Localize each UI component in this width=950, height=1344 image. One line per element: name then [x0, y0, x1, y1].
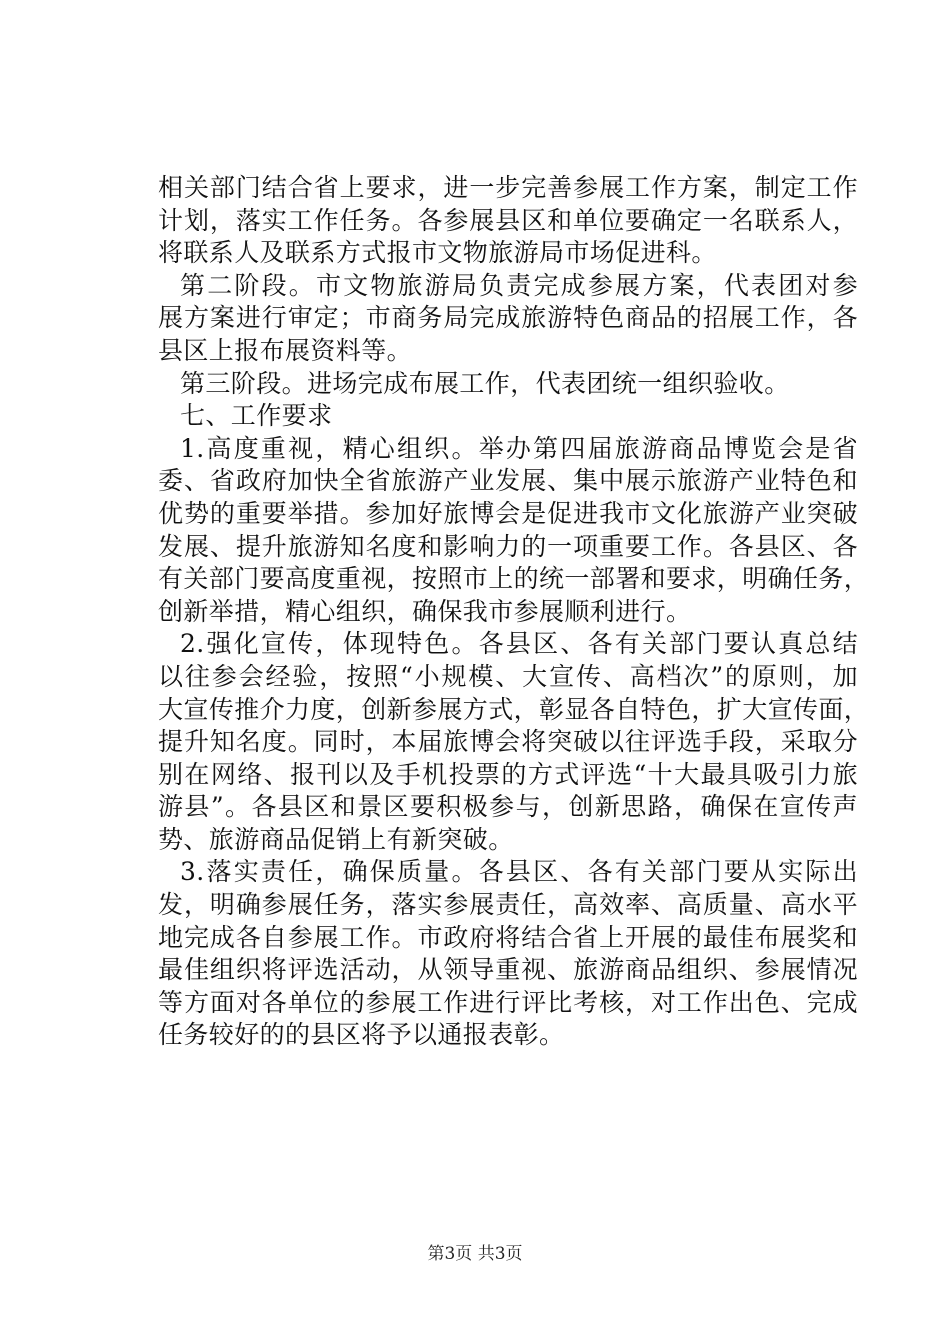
section-heading: 七、工作要求: [180, 401, 333, 431]
text-line: 以往参会经验，按照“小规模、大宣传、高档次”的原则，加: [158, 661, 858, 691]
text-line: 有关部门要高度重视，按照市上的统一部署和要求，明确任务，: [158, 564, 870, 594]
text-line: 势、旅游商品促销上有新突破。: [158, 824, 514, 854]
text-line: 发展、提升旅游知名度和影响力的一项重要工作。各县区、各: [158, 531, 858, 561]
text-line: 展方案进行审定；市商务局完成旅游特色商品的招展工作，各: [158, 303, 858, 333]
text-line: 提升知名度。同时，本届旅博会将突破以往评选手段，采取分: [158, 727, 858, 757]
text-line: 地完成各自参展工作。市政府将结合省上开展的最佳布展奖和: [158, 922, 858, 952]
text-line: 计划，落实工作任务。各参展县区和单位要确定一名联系人，: [158, 205, 858, 235]
text-line: 第三阶段。进场完成布展工作，代表团统一组织验收。: [180, 368, 790, 398]
text-line: 将联系人及联系方式报市文物旅游局市场促进科。: [158, 238, 717, 268]
text-line: 别在网络、报刊以及手机投票的方式评选“十大最具吸引力旅: [158, 759, 858, 789]
text-line: 发，明确参展任务，落实参展责任，高效率、高质量、高水平: [158, 890, 858, 920]
text-line: 相关部门结合省上要求，进一步完善参展工作方案，制定工作: [158, 173, 858, 202]
document-body: [158, 172, 870, 1052]
text-line: 游县”。各县区和景区要积极参与，创新思路，确保在宣传声: [158, 792, 858, 822]
text-line: 最佳组织将评选活动，从领导重视、旅游商品组织、参展情况: [158, 955, 858, 985]
text-line: 优势的重要举措。参加好旅博会是促进我市文化旅游产业突破: [158, 498, 858, 528]
text-line: 3.落实责任，确保质量。各县区、各有关部门要从实际出: [180, 857, 858, 887]
text-line: 2.强化宣传，体现特色。各县区、各有关部门要认真总结: [180, 629, 858, 659]
text-line: 大宣传推介力度，创新参展方式，彰显各自特色，扩大宣传面，: [158, 694, 870, 724]
text-line: 创新举措，精心组织，确保我市参展顺利进行。: [158, 596, 692, 626]
text-line: 等方面对各单位的参展工作进行评比考核，对工作出色、完成: [158, 987, 858, 1017]
text-line: 1.高度重视，精心组织。举办第四届旅游商品博览会是省: [180, 433, 858, 463]
text-line: 县区上报布展资料等。: [158, 335, 413, 365]
text-line: 第二阶段。市文物旅游局负责完成参展方案，代表团对参: [180, 270, 858, 300]
text-line: 委、省政府加快全省旅游产业发展、集中展示旅游产业特色和: [158, 466, 858, 496]
text-line: 任务较好的的县区将予以通报表彰。: [158, 1020, 565, 1050]
page-number-footer: 第3页 共3页: [427, 1244, 523, 1264]
